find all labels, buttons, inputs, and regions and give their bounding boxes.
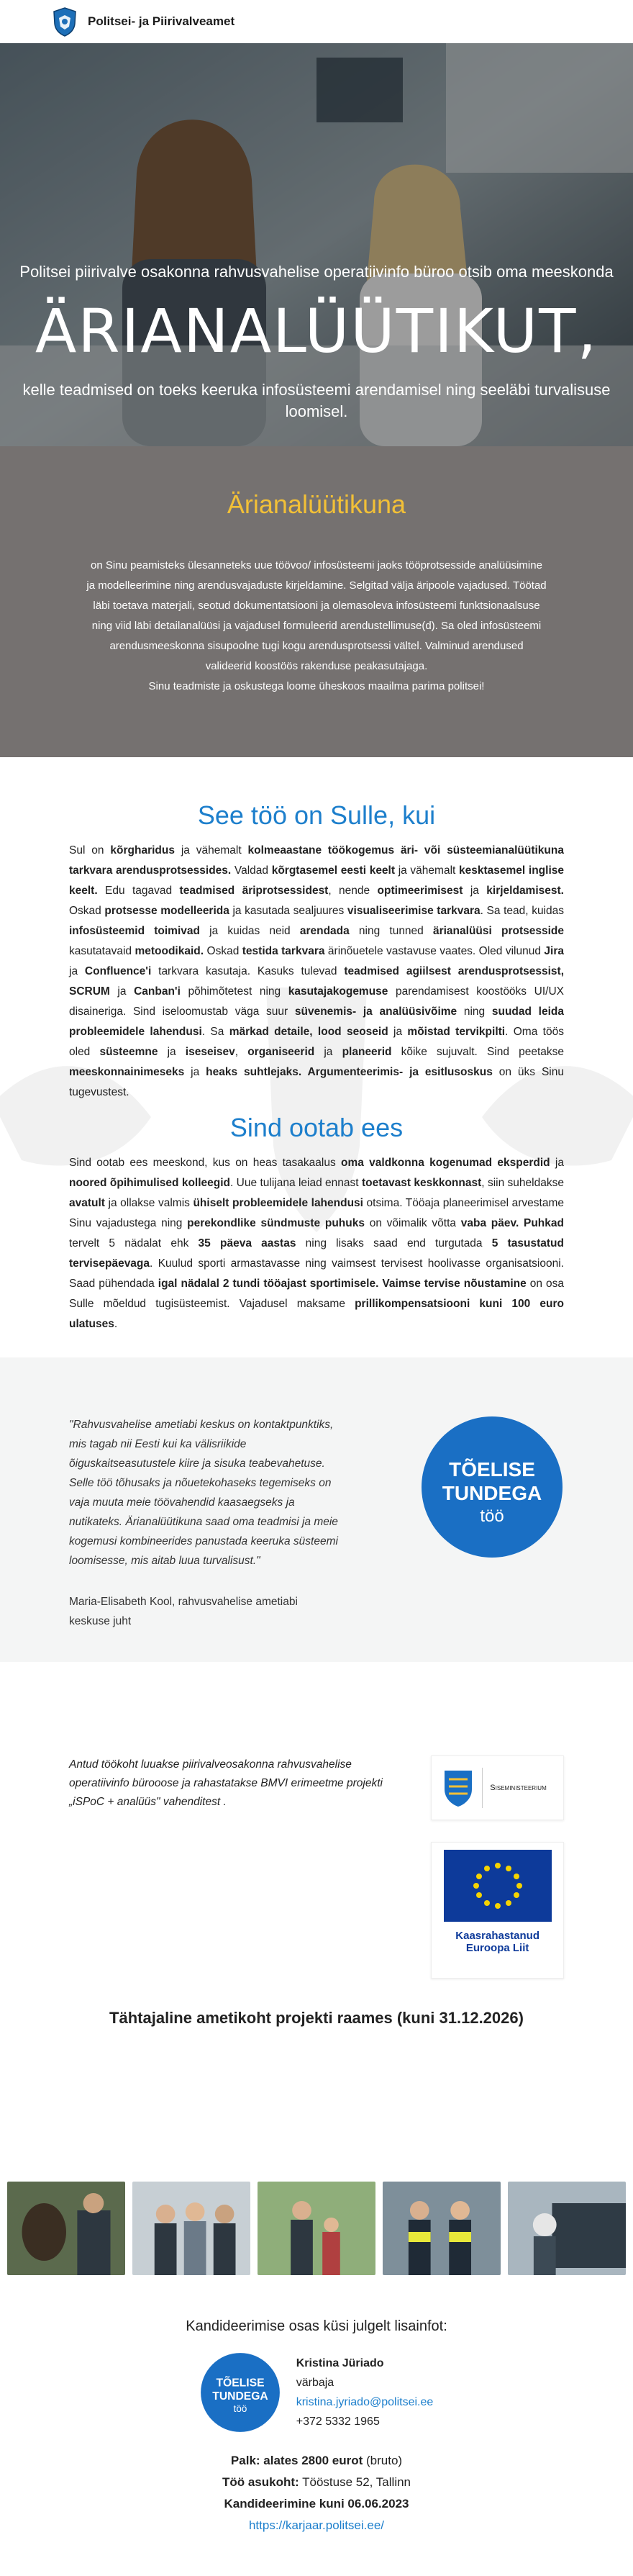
svg-text:TÕELISE: TÕELISE bbox=[216, 2377, 265, 2390]
photo-police-officers bbox=[383, 2182, 501, 2275]
photo-police-dog bbox=[7, 2182, 125, 2275]
quote-text: "Rahvusvahelise ametiabi keskus on kontaktpunktiks, mis tagab nii Eesti kui ka välisriikide õiguskaitseasutustele kiire ja sisuka teabevahetuse. Selle töö tõhusaks ja nõuetekohaseks tegemiseks on vaja muuta meie töövahendid kaasaegseks ja nutikateks. Ärianalüütikuna saad oma teadmisi ja meie kogemusi kombineerides panustada keeruka süsteemi loomisesse, mis aitab luua turvalisust." bbox=[69, 1419, 338, 1567]
eu-line2: Euroopa Liit bbox=[465, 1942, 529, 1954]
site-header bbox=[0, 0, 633, 43]
contract-term: Tähtajaline ametikoht projekti raames (kuni 31.12.2026) bbox=[109, 2009, 524, 2027]
fit-body: Sul on kõrgharidus ja vähemalt kolmeaastane töökogemus äri- või süsteemianalüütikuna tarkvara arendusprotsessides. Valdad kõrgtasemel eesti keelt ja vähemalt kesktasemel inglise keelt. Edu tagavad teadmised äriprotsessidest, nende optimeerimisest ja kirjeldamisest. Oskad protsesse modelleerida ja kasutada sealjuures visualiseerimise tarkvara. Sa tead, kuidas infosüsteemid toimivad ja kuidas neid arendada ning tunned ärianalüüsi protsesside kasutatavaid metoodikaid. Oskad testida tarkvara ärinõuetele vastavuse vaates. Oled vilunud Jira ja Confluence'i tarkvara kasutaja. Kasuks tulevad teadmised agiilsest arendusprotsessist, SCRUM ja Canban'i põhimõtetest ning kasutajakogemuse parendamisest koostööks UI/UX disaineriga. Sind iseloomustab väga suur süvenemis- ja analüüsivõime ning suudad leida probleemidele lahendusi. Sa märkad detaile, lood seoseid ja mõistad tervikpilti. Oma töös oled süsteemne ja iseseisev, organiseerid ja planeerid kõike sujuvalt. Sind peetakse meeskonnainimeseks ja heaks suhtlejaks. Argumenteerimis- ja esitlusoskus on üks Sinu tugevustest. bbox=[69, 844, 565, 1098]
photo-helicopter bbox=[508, 2182, 626, 2275]
eu-flag-icon bbox=[444, 1850, 552, 1922]
estonian-coat-of-arms-icon bbox=[442, 1768, 475, 1808]
quote-author: Maria-Elisabeth Kool, rahvusvahelise ametiabi keskuse juht bbox=[69, 1596, 298, 1627]
tõelise-tundega-small-badge bbox=[200, 2352, 281, 2433]
eu-line1: Kaasrahastanud bbox=[455, 1930, 539, 1942]
intro-closing: Sinu teadmiste ja oskustega loome üheskoos maailma parima politsei! bbox=[148, 680, 485, 692]
hero-tagline: kelle teadmised on toeks keeruka infosüsteemi arendamisel ning seeläbi turvalisuse loomisel. bbox=[22, 381, 611, 420]
ministry-name: Siseministeerium bbox=[490, 1784, 547, 1792]
svg-text:TUNDEGA: TUNDEGA bbox=[211, 2390, 268, 2403]
quote-section bbox=[0, 1357, 633, 1662]
contact-role: värbaja bbox=[296, 2377, 334, 2389]
ministry-logo bbox=[431, 1755, 564, 1820]
svg-text:töö: töö bbox=[233, 2403, 247, 2414]
eu-logo bbox=[431, 1842, 564, 1979]
funding-text: Antud töökoht luuakse piirivalveosakonna rahvusvahelise operatiivinfo bürooose ja rahastatakse BMVI erimeetme projekti „iSPoC + analüüs" vahenditest . bbox=[69, 1758, 383, 1808]
contact-email-link[interactable]: kristina.jyriado@politsei.ee bbox=[296, 2396, 434, 2408]
photo-family bbox=[258, 2182, 375, 2275]
hero-subtitle: Politsei piirivalve osakonna rahvusvahelise operatiivinfo büroo otsib oma meeskonda bbox=[19, 263, 614, 281]
svg-text:TUNDEGA: TUNDEGA bbox=[442, 1482, 542, 1504]
requirements-section bbox=[0, 757, 633, 1357]
location-line: Töö asukoht: Tööstuse 52, Tallinn bbox=[222, 2475, 411, 2489]
intro-body: on Sinu peamisteks ülesanneteks uue töövoo/ infosüsteemi jaoks tööprotsesside analüüsimine ja modelleerimine ning arendusvajaduste kirjeldamine. Selgitad välja äripoole vajadused. Töötad läbi toetava materjali, seotud dokumentatsiooni ja olemasoleva infosüsteemi funktsionaalsuse ning viid läbi detailanalüüsi ja vajadusel formuleerid arendustellimuse(d). Sa oled infosüsteemi arendusmeeskonna sisupoolne tugi kogu arendusprotsessi vältel. Valminud arendused valideerid koostöös rakenduse peakasutajaga. bbox=[86, 559, 547, 672]
contact-name: Kristina Jüriado bbox=[296, 2357, 384, 2369]
police-logo-icon[interactable] bbox=[50, 5, 79, 38]
offer-heading: Sind ootab ees bbox=[229, 1113, 404, 1142]
hero-banner bbox=[0, 43, 633, 446]
offer-body: Sind ootab ees meeskond, kus on heas tasakaalus oma valdkonna kogenumad eksperdid ja noored õpihimulised kolleegid. Uue tulijana leiad ennast toetavast keskkonnast, siin suheldakse avatult ja ollakse valmis ühiselt probleemidele lahendusi otsima. Tööaja planeerimisel arvestame Sinu vajadustega ning perekondlike sündmuste puhuks on võimalik võtta vaba päev. Puhkad tervelt 5 nädalat ehk 35 päeva aastas ning lisaks saad end turgutada 5 tasustatud tervisepäevaga. Kuulud sporti armastavasse ning vaimsest tervisest hoolivasse organisatsiooni. Saad pühendada igal nädalal 2 tundi tööajast sportimisele. Vaimse tervise nõustamine on osa Sulle mõeldud tugisüsteemist. Vajadusel maksame prillikompensatsiooni kuni 100 euro ulatuses. bbox=[69, 1157, 564, 1330]
contact-section bbox=[0, 2275, 633, 2536]
svg-text:TÕELISE: TÕELISE bbox=[449, 1458, 535, 1481]
photo-strip bbox=[0, 2182, 633, 2275]
intro-section bbox=[0, 446, 633, 757]
hero-title: ÄRIANALÜÜTIKUT, bbox=[35, 296, 598, 366]
fit-heading: See töö on Sulle, kui bbox=[197, 800, 436, 830]
funding-section bbox=[0, 1662, 633, 1994]
contact-phone: +372 5332 1965 bbox=[296, 2415, 380, 2428]
deadline-line: Kandideerimine kuni 06.06.2023 bbox=[224, 2497, 409, 2511]
tõelise-tundega-badge bbox=[420, 1415, 564, 1662]
svg-text:töö: töö bbox=[480, 1506, 504, 1526]
intro-heading: Ärianalüütikuna bbox=[227, 489, 406, 519]
logo-text[interactable]: Politsei- ja Piirivalveamet bbox=[88, 14, 235, 28]
salary-line: Palk: alates 2800 eurot (bruto) bbox=[230, 2454, 403, 2467]
contact-heading: Kandideerimise osas küsi julgelt lisainfot: bbox=[186, 2318, 447, 2334]
career-site-link[interactable]: https://karjaar.politsei.ee/ bbox=[248, 2518, 385, 2532]
photo-office-team bbox=[132, 2182, 250, 2275]
